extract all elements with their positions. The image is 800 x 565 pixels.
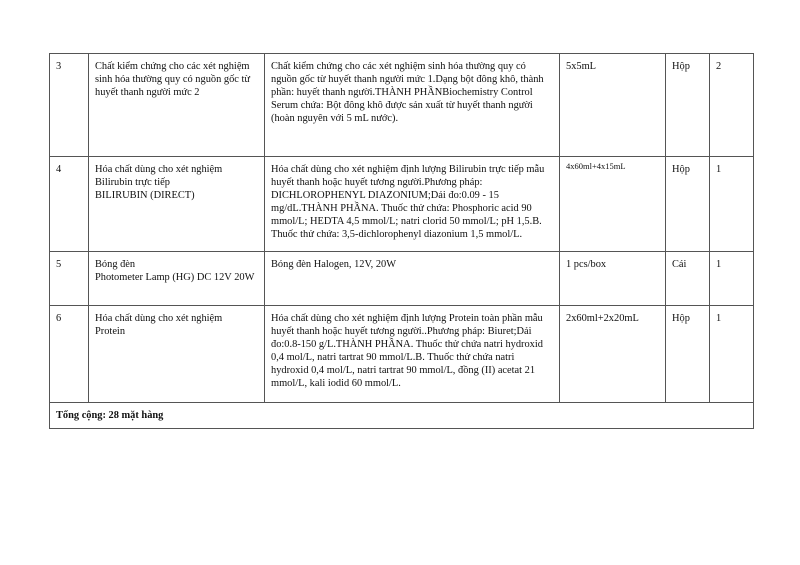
- cell-description: Hóa chất dùng cho xét nghiệm định lượng Protein toàn phần mẫu huyết thanh hoặc huyết tương người..Phương pháp: Biuret;Dải đo:0.8-150 g/L.THÀNH PHẦNA. Thuốc thử chứa natri hydroxid 0,4 mol/L, natri tartrat 90 mmol/L.B. Thuốc thử chứa natri hydroxid 0,4 mol/L, natri tartrat 90 mmol/L, đồng (II) acetat 21 mmol/L, kali iodid 60 mmol/L.: [265, 306, 560, 403]
- cell-name: Bóng đèn Photometer Lamp (HG) DC 12V 20W: [89, 252, 265, 306]
- cell-stt: 5: [50, 252, 89, 306]
- cell-name: Hóa chất dùng cho xét nghiệm Bilirubin trực tiếp BILIRUBIN (DIRECT): [89, 157, 265, 252]
- cell-unit: Hộp: [666, 54, 710, 157]
- cell-quantity: 1: [710, 306, 754, 403]
- cell-name: Hóa chất dùng cho xét nghiệm Protein: [89, 306, 265, 403]
- table-row: [50, 306, 754, 403]
- cell-quantity: 1: [710, 157, 754, 252]
- table-row: [50, 252, 754, 306]
- cell-quantity: 1: [710, 252, 754, 306]
- cell-description: Bóng đèn Halogen, 12V, 20W: [265, 252, 560, 306]
- cell-description: Chất kiểm chứng cho các xét nghiệm sinh hóa thường quy có nguồn gốc từ huyết thanh người mức 1.Dạng bột đông khô, thành phần: huyết thanh người.THÀNH PHẦNBiochemistry Control Serum chứa: Bột đông khô được sản xuất từ huyết thanh người (hoàn nguyên với 5 mL nước).: [265, 54, 560, 157]
- cell-unit: Hộp: [666, 306, 710, 403]
- table-row: [50, 157, 754, 252]
- cell-packing: 2x60ml+2x20mL: [560, 306, 666, 403]
- cell-description: Hóa chất dùng cho xét nghiệm định lượng Bilirubin trực tiếp mẫu huyết thanh hoặc huyết tương người.Phương pháp: DICHLOROPHENYL DIAZONIUM;Dải đo:0.09 - 15 mg/dL.THÀNH PHẦNA. Thuốc thử chứa: Phosphoric acid 90 mmol/L; HEDTA 4,5 mmol/L; natri clorid 50 mmol/L; pH 1,5.B. Thuốc thử chứa: 3,5-dichlorophenyl diazonium 1,5 mmol/L.: [265, 157, 560, 252]
- cell-unit: Hộp: [666, 157, 710, 252]
- cell-stt: 6: [50, 306, 89, 403]
- total-label: Tổng cộng: 28 mặt hàng: [50, 403, 754, 429]
- product-table: [49, 53, 754, 429]
- cell-packing: 1 pcs/box: [560, 252, 666, 306]
- cell-packing: 5x5mL: [560, 54, 666, 157]
- cell-packing: 4x60ml+4x15mL: [560, 157, 666, 252]
- table-row: [50, 54, 754, 157]
- cell-quantity: 2: [710, 54, 754, 157]
- total-row: [50, 403, 754, 429]
- cell-unit: Cái: [666, 252, 710, 306]
- cell-stt: 3: [50, 54, 89, 157]
- cell-name: Chất kiểm chứng cho các xét nghiệm sinh hóa thường quy có nguồn gốc từ huyết thanh người mức 2: [89, 54, 265, 157]
- cell-stt: 4: [50, 157, 89, 252]
